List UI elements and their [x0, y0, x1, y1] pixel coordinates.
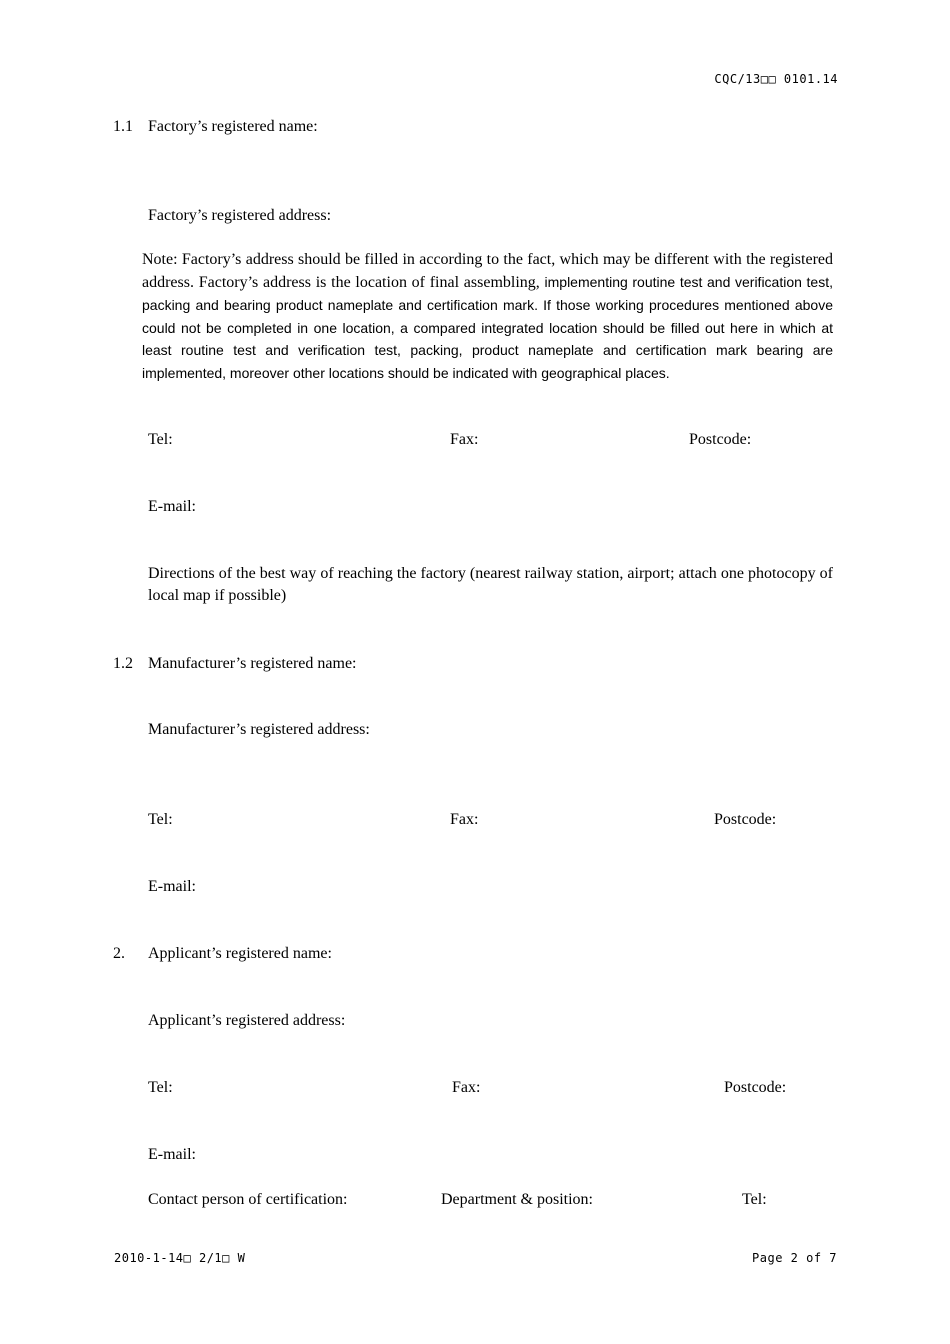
fax-label: Fax: [450, 811, 479, 828]
email-label: E-mail: [148, 1146, 196, 1163]
directions-text: Directions of the best way of reaching the factory (nearest railway station, airport; attach one photocopy of local map if possible) [148, 565, 833, 604]
document-code: CQC/13□□ 0101.14 [714, 72, 838, 86]
tel-label: Tel: [148, 811, 173, 828]
postcode-label: Postcode: [689, 431, 752, 448]
footer-date-code: 2010-1-14□ 2/1□ W [114, 1251, 246, 1265]
department-position-label: Department & position: [441, 1191, 593, 1208]
note-sans-text: implementing routine test and verification test, packing and bearing product nameplate and certification mark. If those working procedures mentioned above could not be completed in one location, a compared integrated location should be filled out here in which at least routine test and verification test, packing, product nameplate and certification mark bearing are implemented, moreover other locations should be indicated with geographical places. [142, 274, 833, 381]
footer-page-number: Page 2 of 7 [752, 1251, 837, 1265]
fax-label: Fax: [450, 431, 479, 448]
factory-name-label: Factory’s registered name: [148, 118, 318, 135]
manufacturer-address-label: Manufacturer’s registered address: [148, 721, 370, 738]
fax-label: Fax: [452, 1079, 481, 1096]
section-number: 1.2 [113, 655, 133, 672]
email-label: E-mail: [148, 878, 196, 895]
applicant-name-label: Applicant’s registered name: [148, 945, 332, 962]
contact-person-label: Contact person of certification: [148, 1191, 348, 1208]
applicant-address-label: Applicant’s registered address: [148, 1012, 346, 1029]
factory-address-note [142, 249, 833, 384]
tel-label: Tel: [148, 431, 173, 448]
note-serif-text: Note: Factory’s address should be filled in according to the fact, which may be different with the registered address. Factory’s address is the location of final assembling, [142, 251, 833, 291]
email-label: E-mail: [148, 498, 196, 515]
postcode-label: Postcode: [714, 811, 777, 828]
manufacturer-name-label: Manufacturer’s registered name: [148, 655, 357, 672]
tel-label: Tel: [148, 1079, 173, 1096]
section-number: 2. [113, 945, 125, 962]
postcode-label: Postcode: [724, 1079, 787, 1096]
factory-address-label: Factory’s registered address: [148, 207, 332, 224]
contact-tel-label: Tel: [742, 1191, 767, 1208]
section-number: 1.1 [113, 118, 133, 135]
